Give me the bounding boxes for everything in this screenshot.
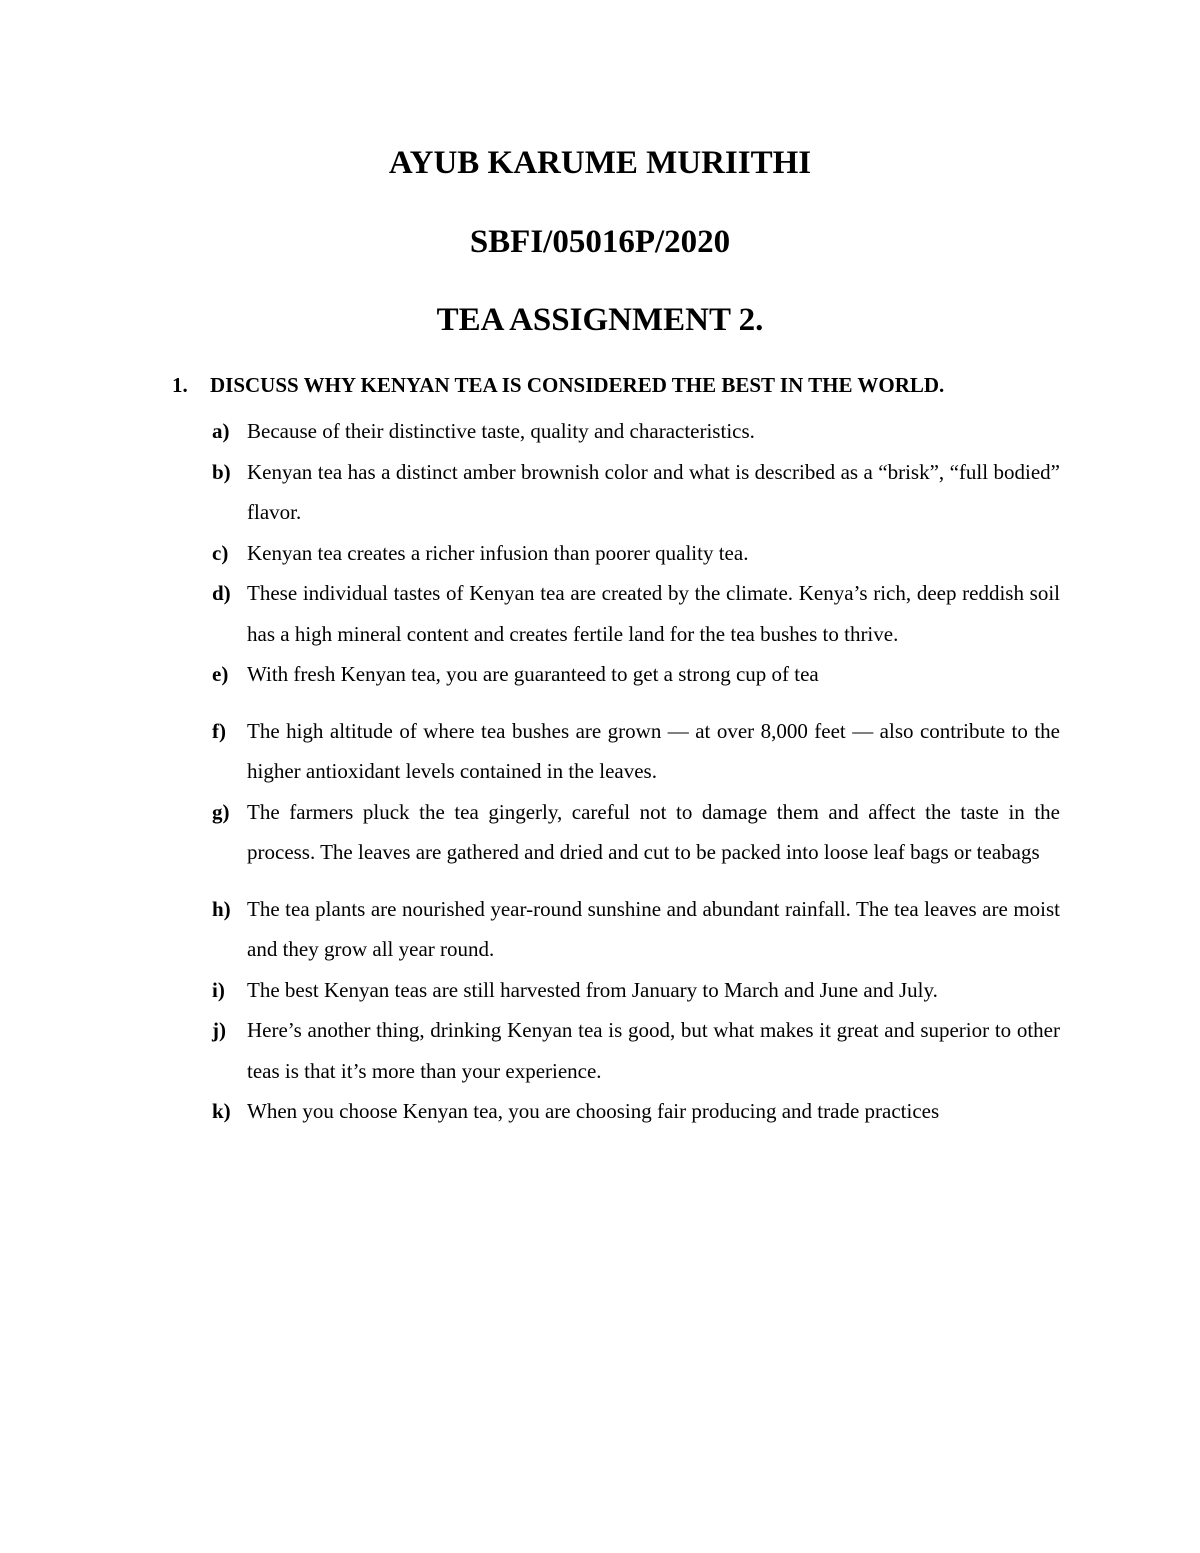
answer-label: i) bbox=[212, 977, 225, 1002]
answer-text: The best Kenyan teas are still harvested from January to March and June and July. bbox=[247, 977, 938, 1002]
answer-label: f) bbox=[212, 718, 226, 743]
answer-text: These individual tastes of Kenyan tea are created by the climate. Kenya’s rich, deep reddish soil has a high mineral content and creates fertile land for the tea bushes to thrive. bbox=[247, 581, 1060, 646]
answer-item-f bbox=[212, 711, 1060, 792]
answer-label: c) bbox=[212, 540, 229, 565]
answer-item-h bbox=[212, 889, 1060, 970]
answer-label: b) bbox=[212, 459, 231, 484]
author-name: AYUB KARUME MURIITHI bbox=[388, 145, 812, 181]
answer-label: h) bbox=[212, 896, 231, 921]
registration-number: SBFI/05016P/2020 bbox=[469, 224, 731, 260]
answer-label: j) bbox=[212, 1018, 226, 1042]
answer-label: g) bbox=[212, 799, 230, 824]
answer-text: The farmers pluck the tea gingerly, careful not to damage them and affect the taste in the process. The leaves are gathered and dried and cut to be packed into loose leaf bags or teabags bbox=[247, 799, 1060, 864]
answer-text: The tea plants are nourished year-round sunshine and abundant rainfall. The tea leaves are moist and they grow all year round. bbox=[247, 896, 1060, 961]
answer-item-c bbox=[212, 533, 1060, 574]
assignment-title: TEA ASSIGNMENT 2. bbox=[436, 302, 764, 338]
answer-label: d) bbox=[212, 581, 231, 605]
answer-text: When you choose Kenyan tea, you are choosing fair producing and trade practices bbox=[247, 1099, 940, 1123]
answer-item-b bbox=[212, 452, 1060, 533]
question-heading bbox=[172, 370, 944, 400]
answer-list bbox=[212, 411, 1060, 1132]
answer-text: The high altitude of where tea bushes are grown — at over 8,000 feet — also contribute to the higher antioxidant levels contained in the leaves. bbox=[247, 718, 1060, 783]
answer-item-j bbox=[212, 1010, 1060, 1091]
answer-text: With fresh Kenyan tea, you are guaranteed to get a strong cup of tea bbox=[247, 662, 819, 686]
answer-text: Here’s another thing, drinking Kenyan tea is good, but what makes it great and superior to other teas is that it’s more than your experience. bbox=[247, 1018, 1060, 1083]
answer-text: Kenyan tea has a distinct amber brownish color and what is described as a “brisk”, “full bodied” flavor. bbox=[247, 459, 1060, 524]
question-text: DISCUSS WHY KENYAN TEA IS CONSIDERED THE BEST IN THE WORLD. bbox=[210, 373, 945, 397]
answer-text: Kenyan tea creates a richer infusion than poorer quality tea. bbox=[247, 540, 749, 565]
answer-text: Because of their distinctive taste, quality and characteristics. bbox=[247, 419, 755, 443]
answer-item-k bbox=[212, 1091, 1060, 1132]
answer-label: e) bbox=[212, 662, 229, 686]
answer-item-a bbox=[212, 411, 1060, 452]
question-number: 1. bbox=[172, 373, 188, 397]
answer-label: k) bbox=[212, 1099, 231, 1123]
answer-item-e bbox=[212, 654, 1060, 695]
answer-item-i bbox=[212, 970, 1060, 1011]
answer-item-g bbox=[212, 792, 1060, 873]
answer-label: a) bbox=[212, 419, 230, 443]
answer-item-d bbox=[212, 573, 1060, 654]
